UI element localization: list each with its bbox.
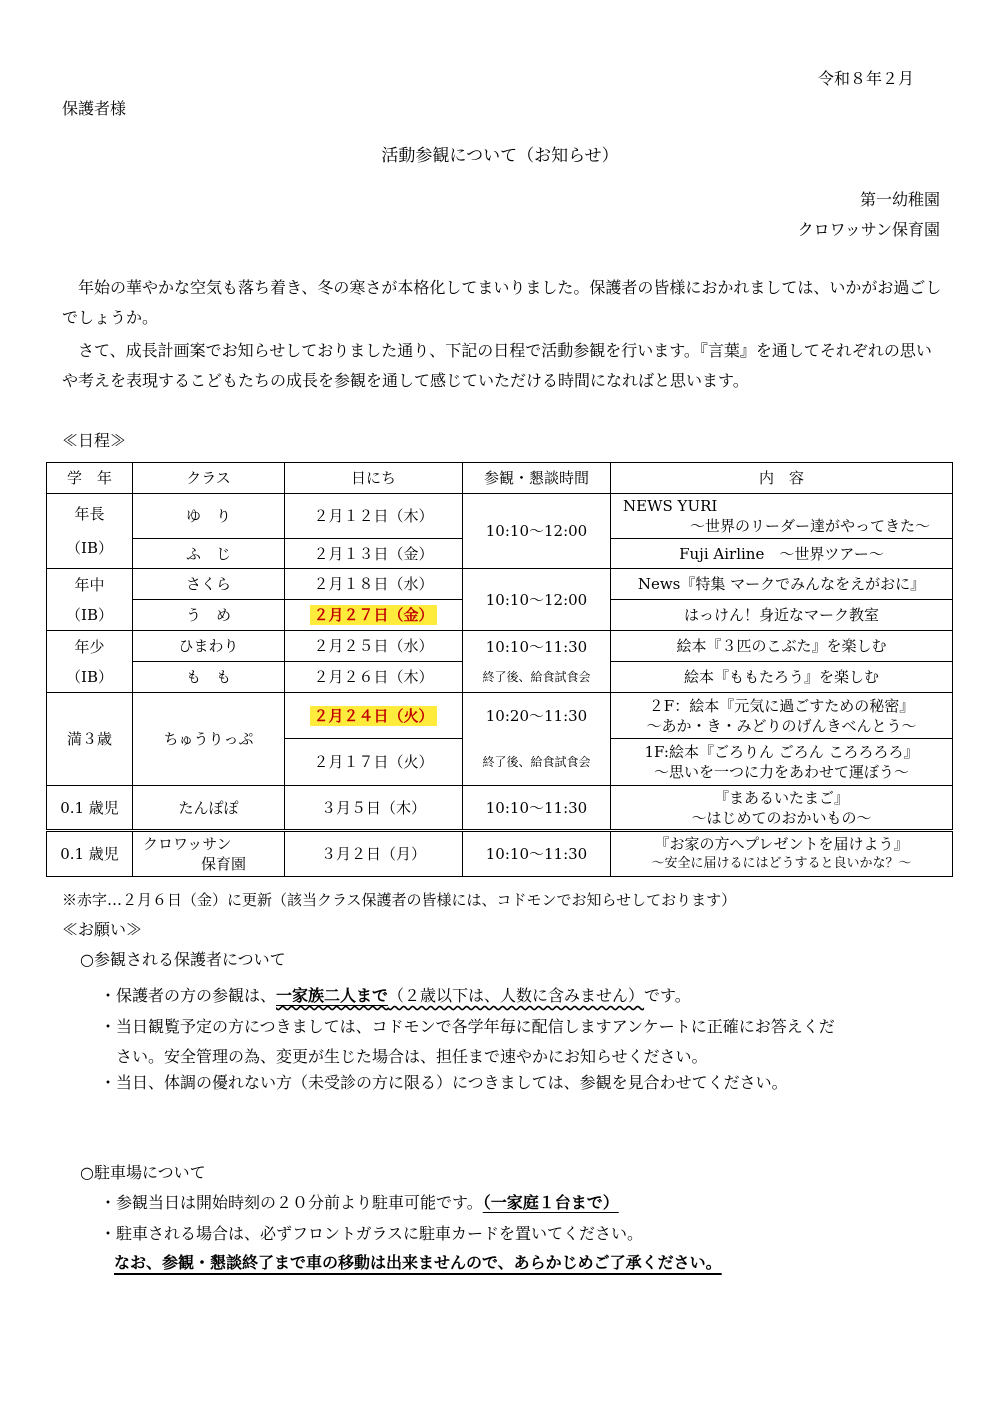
update-note: ※赤字…２月６日（金）に更新（該当クラス保護者の皆様には、コドモンでお知らせしております） [62, 891, 737, 909]
class-cell: たんぽぽ [133, 786, 285, 831]
time-cell [463, 693, 611, 786]
class-cell: ゆ り [133, 494, 285, 539]
date-cell: ２月１８日（水） [285, 569, 463, 600]
header-time: 参観・懇談時間 [463, 463, 611, 494]
class-cell [133, 831, 285, 877]
sender-nursery: クロワッサン保育園 [797, 220, 940, 239]
date-cell [285, 693, 463, 739]
date-cell: ３月２日（月） [285, 831, 463, 877]
class-cell: ちゅうりっぷ [133, 693, 285, 786]
table-row [47, 631, 953, 662]
schedule-table [46, 462, 953, 877]
document-date: 令和８年２月 [818, 69, 915, 88]
content-line: 『お家の方へプレゼントを届けよう』 [654, 835, 909, 853]
time-cell: 10:10～12:00 [463, 569, 611, 631]
grade-name: 年少 [74, 637, 105, 656]
date-cell: ２月１３日（金） [285, 539, 463, 569]
class-cell: ひまわり [133, 631, 285, 662]
table-row [47, 569, 953, 600]
class-line: クロワッサン [143, 835, 232, 853]
document-title: 活動参観について（お知らせ） [381, 146, 619, 166]
class-cell: う め [133, 600, 285, 631]
greeting-paragraph: 年始の華やかな空気も落ち着き、冬の寒さが本格化してまいりました。保護者の皆様におかれましては、いかがお過ごしでしょうか。 [62, 278, 942, 327]
grade-cell [47, 631, 133, 693]
grade-cell [47, 494, 133, 569]
class-line: 保育園 [200, 855, 246, 873]
visitors-limit-emphasis: 一家族二人まで [276, 986, 389, 1005]
table-row [47, 693, 953, 739]
content-cell [611, 786, 953, 831]
announcement-paragraph: さて、成長計画案でお知らせしておりました通り、下記の日程で活動参観を行います。『言葉』を通してそれぞれの思いや考えを表現するこどもたちの成長を参観を通して感じていただける時間になればと思います。 [62, 341, 932, 390]
content-line: ～あか・き・みどりのげんきべんとう～ [646, 716, 917, 735]
content-cell [611, 693, 953, 739]
date-cell: ２月２６日（木） [285, 662, 463, 693]
parking-limit-emphasis: （一家庭１台まで） [482, 1193, 619, 1212]
time-note: 終了後、給食試食会 [482, 755, 591, 769]
table-row [47, 831, 953, 877]
visitors-limit-text: ・保護者の方の参観は、 [100, 986, 277, 1005]
content-line: ～世界のリーダー達がやってきた～ [689, 517, 930, 535]
request-label: ≪お願い≫ [62, 920, 143, 939]
content-line: ～安全に届けるにはどうすると良いかな？～ [651, 856, 912, 871]
date-cell: ２月１７日（火） [285, 739, 463, 786]
content-line: NEWS YURI [623, 497, 718, 515]
table-row [47, 494, 953, 539]
header-grade: 学 年 [47, 463, 133, 494]
grade-program: （IB） [66, 539, 113, 557]
table-row [47, 786, 953, 831]
schedule-label: ≪日程≫ [62, 431, 127, 450]
content-line: 『まあるいたまご』 [713, 788, 849, 807]
grade-cell: 0.1 歳児 [47, 786, 133, 831]
health-item: ・当日、体調の優れない方（未受診の方に限る）につきましては、参観を見合わせてください。 [100, 1073, 788, 1092]
survey-item [100, 1012, 835, 1072]
survey-line: ・当日観覧予定の方につきましては、コドモンで各学年毎に配信しますアンケートに正確にお答えくだ [100, 1017, 835, 1036]
content-cell: News『特集 マークでみんなをえがおに』 [611, 569, 953, 600]
sender-kindergarten: 第一幼稚園 [859, 190, 940, 209]
visitors-limit-end: です。 [644, 986, 691, 1005]
parking-warning: なお、参観・懇談終了まで車の移動は出来ませんので、あらかじめご了承ください。 [114, 1253, 722, 1272]
content-cell [611, 739, 953, 786]
date-cell: ３月５日（木） [285, 786, 463, 831]
parking-time-item [100, 1190, 619, 1213]
content-cell: はっけん！身近なマーク教室 [611, 600, 953, 631]
content-cell: 絵本『３匹のこぶた』を楽しむ [611, 631, 953, 662]
content-cell: 絵本『ももたろう』を楽しむ [611, 662, 953, 693]
class-cell: ふ じ [133, 539, 285, 569]
content-line: ～思いを一つに力をあわせて運ぼう～ [653, 763, 909, 781]
header-class: クラス [133, 463, 285, 494]
header-content: 内 容 [611, 463, 953, 494]
time-range: 10:10～11:30 [485, 637, 588, 656]
parking-heading: ○駐車場について [80, 1163, 206, 1182]
grade-cell: 満３歳 [47, 693, 133, 786]
updated-date-highlight: ２月２７日（金） [310, 605, 436, 625]
content-line: ～はじめてのおかいもの～ [691, 808, 872, 827]
survey-line: さい。安全管理の為、変更が生じた場合は、担任まで速やかにお知らせください。 [116, 1047, 708, 1066]
content-line: ２F：絵本『元気に過ごすための秘密』 [648, 696, 915, 715]
time-range: 10:20～11:30 [485, 707, 588, 725]
grade-name: 年中 [74, 575, 105, 594]
visitors-heading: ○参観される保護者について [80, 950, 286, 969]
time-cell [463, 631, 611, 693]
class-cell: も も [133, 662, 285, 693]
date-cell [285, 600, 463, 631]
grade-name: 年長 [74, 505, 105, 523]
visitors-limit-item [100, 983, 691, 1006]
time-cell: 10:10～11:30 [463, 786, 611, 831]
table-header-row [47, 463, 953, 494]
grade-program: （IB） [66, 605, 113, 624]
visitors-limit-note: （２歳以下は、人数に含みません） [388, 986, 645, 1005]
content-line: 1F:絵本『ごろりん ごろん ころろろろ』 [644, 743, 919, 761]
header-date: 日にち [285, 463, 463, 494]
updated-date-highlight: ２月２４日（火） [310, 706, 436, 726]
recipient: 保護者様 [62, 99, 127, 118]
content-cell: Fuji Airline ～世界ツアー～ [611, 539, 953, 569]
grade-cell: 0.1 歳児 [47, 831, 133, 877]
time-cell: 10:10～12:00 [463, 494, 611, 569]
class-cell: さくら [133, 569, 285, 600]
time-cell: 10:10～11:30 [463, 831, 611, 877]
content-cell [611, 494, 953, 539]
parking-card-item: ・駐車される場合は、必ずフロントガラスに駐車カードを置いてください。 [100, 1224, 644, 1243]
content-cell [611, 831, 953, 877]
date-cell: ２月１２日（木） [285, 494, 463, 539]
grade-program: （IB） [66, 667, 113, 686]
date-cell: ２月２５日（水） [285, 631, 463, 662]
grade-cell [47, 569, 133, 631]
time-note: 終了後、給食試食会 [482, 669, 591, 684]
parking-time-text: ・参観当日は開始時刻の２０分前より駐車可能です。 [100, 1193, 483, 1212]
